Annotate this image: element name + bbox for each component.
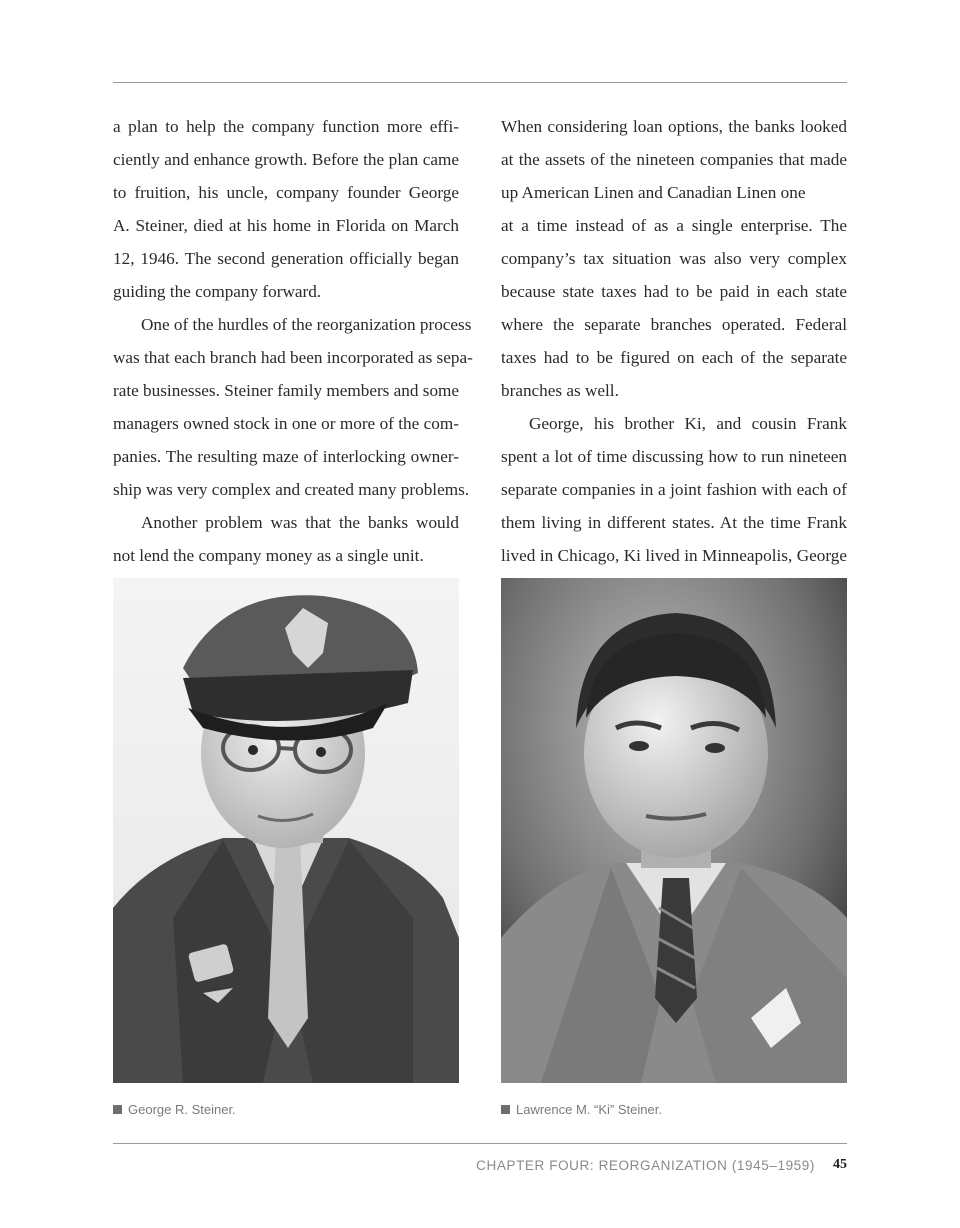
text-line: lived in Chicago, Ki lived in Minneapolis, George bbox=[501, 546, 847, 565]
text-line: panies. The resulting maze of interlocking owner- bbox=[113, 447, 459, 466]
text-line: company’s tax situation was also very complex bbox=[501, 249, 847, 268]
text-line: When considering loan options, the banks looked bbox=[501, 117, 847, 136]
photo-caption-left bbox=[113, 1102, 236, 1117]
text-line: guiding the company forward. bbox=[113, 282, 322, 301]
text-line: taxes had to be figured on each of the separate bbox=[501, 348, 847, 367]
left-text-column bbox=[113, 110, 473, 572]
bottom-rule bbox=[113, 1143, 847, 1144]
caption-square-icon bbox=[113, 1105, 122, 1114]
text-line: rate businesses. Steiner family members and some bbox=[113, 381, 460, 400]
text-line: 12, 1946. The second generation officially began bbox=[113, 249, 459, 268]
caption-text: Lawrence M. “Ki” Steiner. bbox=[516, 1102, 662, 1117]
text-line: at a time instead of as a single enterprise. The bbox=[501, 216, 847, 235]
top-rule bbox=[113, 82, 847, 83]
text-line: a plan to help the company function more effi- bbox=[113, 117, 459, 136]
text-line: spent a lot of time discussing how to run nineteen bbox=[501, 447, 847, 466]
portrait-photo-george bbox=[113, 578, 459, 1083]
text-line: where the separate branches operated. Federal bbox=[501, 315, 847, 334]
text-line: One of the hurdles of the reorganization process bbox=[141, 315, 472, 334]
text-line: Another problem was that the banks would bbox=[141, 513, 459, 532]
text-line: managers owned stock in one or more of the com- bbox=[113, 414, 459, 433]
chapter-title: CHAPTER FOUR: REORGANIZATION (1945–1959) bbox=[476, 1157, 815, 1173]
right-text-column bbox=[501, 110, 847, 572]
caption-text: George R. Steiner. bbox=[128, 1102, 236, 1117]
portrait-photo-ki bbox=[501, 578, 847, 1083]
text-line: up American Linen and Canadian Linen one bbox=[501, 183, 806, 202]
text-line: A. Steiner, died at his home in Florida on March bbox=[113, 216, 459, 235]
text-line: was that each branch had been incorporated as sepa- bbox=[113, 348, 473, 367]
text-line: because state taxes had to be paid in each state bbox=[501, 282, 847, 301]
text-line: them living in different states. At the time Frank bbox=[501, 513, 847, 532]
caption-square-icon bbox=[501, 1105, 510, 1114]
text-line: ship was very complex and created many problems. bbox=[113, 480, 470, 499]
text-line: not lend the company money as a single unit. bbox=[113, 546, 424, 565]
text-line: branches as well. bbox=[501, 381, 619, 400]
text-line: to fruition, his uncle, company founder George bbox=[113, 183, 459, 202]
text-line: ciently and enhance growth. Before the plan came bbox=[113, 150, 459, 169]
photo-caption-right bbox=[501, 1102, 662, 1117]
text-line: at the assets of the nineteen companies that made bbox=[501, 150, 847, 169]
text-line: George, his brother Ki, and cousin Frank bbox=[529, 414, 847, 433]
page-footer bbox=[476, 1157, 847, 1173]
page-number: 45 bbox=[833, 1157, 847, 1172]
text-line: separate companies in a joint fashion with each of bbox=[501, 480, 847, 499]
